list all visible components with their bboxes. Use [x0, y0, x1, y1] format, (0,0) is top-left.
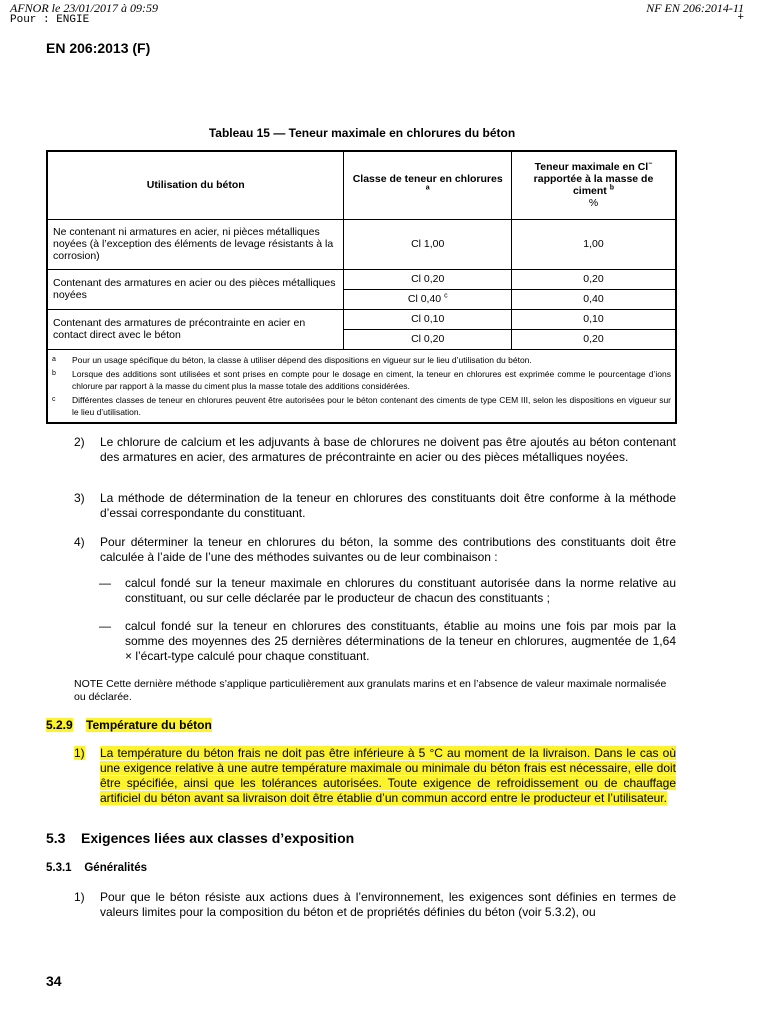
footnote [52, 394, 671, 418]
header-utilisation: Utilisation du béton [47, 151, 344, 219]
item-number: 3) [74, 491, 85, 505]
item-number: 1) [74, 890, 85, 904]
item-number: 2) [74, 435, 85, 449]
section-heading-53 [46, 830, 354, 846]
watermark-pour: Pour : ENGIE [10, 14, 90, 26]
dash-mark: — [99, 576, 111, 590]
table-title: Tableau 15 — Teneur maximale en chlorures du béton [208, 126, 516, 140]
section-heading-531 [46, 862, 147, 874]
list-item-3 [74, 491, 676, 521]
table-row [47, 219, 676, 269]
watermark-afnor: AFNOR le 23/01/2017 à 09:59 [10, 1, 158, 15]
watermark-left [10, 2, 158, 26]
section-title: Exigences liées aux classes d’exposition [81, 830, 355, 846]
footnote [52, 368, 671, 392]
dash-text: calcul fondé sur la teneur en chlorures des constituants, établie au moins une fois par mois par la somme des moyennes des 25 dernières déterminations de la teneur en chlorures, augmentée de 1,64 × l’écart-type calculé pour chaque constituant. [125, 619, 676, 663]
cell-value: 1,00 [511, 219, 676, 269]
dash-item-2 [99, 619, 676, 664]
item-number: 1) [74, 746, 85, 760]
footnote-text: Lorsque des additions sont utilisées et sont prises en compte pour le dosage en ciment, la teneur en chlorures est exprimée comme le pourcentage d’ions chlorure par rapport à la masse du ciment plus la masse totale des additions considérées. [72, 368, 671, 391]
table-row [47, 269, 676, 289]
item-text: Le chlorure de calcium et les adjuvants à base de chlorures ne doivent pas être ajoutés au béton contenant des armatures en acier, des armatures de précontrainte en acier ou des pièces métalliques noyées. [100, 435, 676, 464]
cell-use: Contenant des armatures de précontrainte en acier en contact direct avec le béton [47, 309, 344, 349]
item-text: La méthode de détermination de la teneur en chlorures des constituants doit être conforme à la méthode d’essai correspondante du constituant. [100, 491, 676, 520]
table-footnotes [47, 349, 676, 423]
cell-class: Cl 0,40 $^c$ [344, 289, 512, 309]
cell-value: 0,40 [511, 289, 676, 309]
cell-use: Contenant des armatures en acier ou des pièces métalliques noyées [47, 269, 344, 309]
footnote-mark: c [52, 395, 56, 403]
list-item-4 [74, 535, 676, 565]
cell-value: 0,20 [511, 329, 676, 349]
item-number: 4) [74, 535, 85, 549]
section-number: 5.3.1 [46, 862, 72, 874]
table-footnotes-row [47, 349, 676, 423]
cell-class: Cl 0,20 [344, 269, 512, 289]
note: NOTE Cette dernière méthode s’applique particulièrement aux granulats marins et en l’absence de valeur maximale normalisée ou déclarée. [74, 678, 667, 703]
cell-class: Cl 0,10 [344, 309, 512, 329]
watermark-right: NF EN 206:2014-11 [646, 1, 744, 15]
cell-class: Cl 1,00 [344, 219, 512, 269]
cell-use: Ne contenant ni armatures en acier, ni pièces métalliques noyées (à l’exception des éléments de levage résistants à la corrosion) [47, 219, 344, 269]
cell-value: 0,20 [511, 269, 676, 289]
item-text: Pour que le béton résiste aux actions dues à l’environnement, les exigences sont définies en termes de valeurs limites pour la composition du béton et de propriétés définies du béton (voir 5.3.2), ou [100, 890, 676, 919]
section-number: 5.2.9 [46, 718, 73, 732]
footnote [52, 354, 671, 366]
dash-text: calcul fondé sur la teneur maximale en chlorures du constituant autorisée dans la norme relative au constituant, ou sur celle déclarée par le producteur de chacun des constituants ; [125, 576, 676, 605]
table-row [47, 309, 676, 329]
header-classe: Classe de teneur en chlorures $^a$ [344, 151, 512, 219]
plus-mark: + [737, 12, 744, 24]
footnote-mark: b [52, 369, 56, 377]
document-id: EN 206:2013 (F) [46, 40, 151, 56]
table-header-row [47, 151, 676, 219]
section-title: Généralités [84, 862, 148, 874]
cell-value: 0,10 [511, 309, 676, 329]
section-title: Température du béton [86, 718, 212, 732]
list-item-2 [74, 435, 676, 465]
item-text: La température du béton frais ne doit pas être inférieure à 5 °C au moment de la livraison. Dans le cas où une exigence relative à une autre température maximale ou minimale du béton frais est nécessaire, elle doit être spécifiée, ainsi que les tolérances autorisées. Toute exigence de refroidissement ou de chauffage artificiel du béton avant sa livraison doit être établie d’un commun accord entre le producteur et l’utilisateur. [100, 746, 676, 805]
header-teneur: Teneur maximale en Cl− rapportée à la masse de ciment $^b$ % [511, 151, 676, 219]
section-number: 5.3 [46, 830, 66, 846]
section-529-item-1 [74, 746, 676, 806]
cell-class: Cl 0,20 [344, 329, 512, 349]
section-531-item-1 [74, 890, 676, 920]
dash-item-1 [99, 576, 676, 606]
footnote-text: Pour un usage spécifique du béton, la classe à utiliser dépend des dispositions en vigueur sur le lieu d’utilisation du béton. [72, 354, 532, 365]
item-text: Pour déterminer la teneur en chlorures du béton, la somme des contributions des constituants doit être calculée à l’aide de l’une des méthodes suivantes ou de leur combinaison : [100, 535, 676, 564]
dash-mark: — [99, 619, 111, 633]
footnote-text: Différentes classes de teneur en chlorures peuvent être autorisées pour le béton contenant des ciments de type CEM III, selon les dispositions en vigueur sur le lieu d’utilisation. [72, 394, 671, 417]
chloride-table [46, 150, 677, 424]
section-heading-529 [46, 718, 212, 732]
page-number: 34 [46, 973, 62, 989]
footnote-mark: a [52, 355, 56, 363]
